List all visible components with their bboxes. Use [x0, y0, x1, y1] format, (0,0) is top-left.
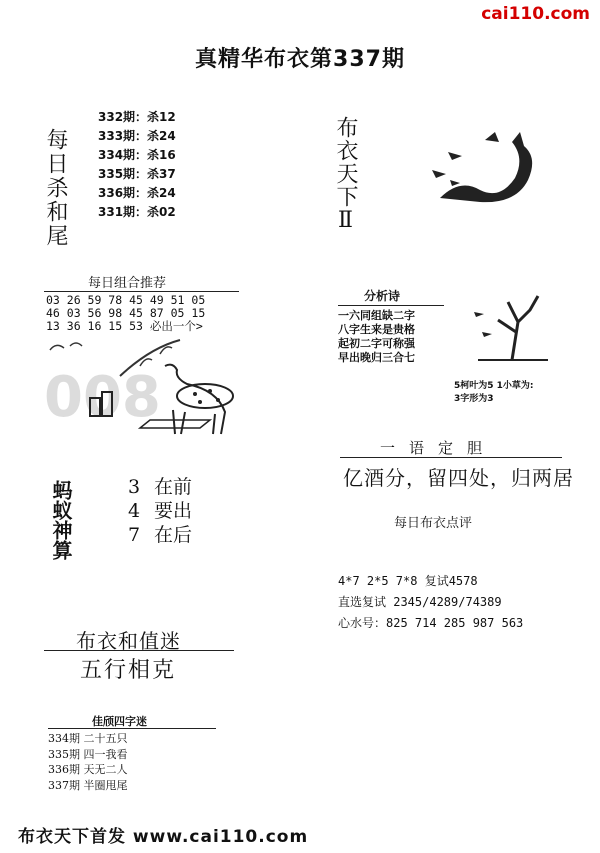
divider — [340, 457, 562, 458]
divider — [44, 291, 239, 292]
list-item: 337期 半圈甩尾 — [48, 778, 128, 792]
ant-number: 3 — [128, 476, 141, 498]
list-item: 13 36 16 15 53 必出一个> — [46, 319, 203, 333]
analysis-hint: 5柯叶为5 1小草为: — [454, 381, 534, 391]
divider — [44, 650, 234, 651]
buyi-label: 布衣天下Ⅱ — [333, 116, 358, 234]
list-item: 335期：杀37 — [98, 167, 176, 181]
ant-label: 蚂蚁神算 — [49, 480, 73, 560]
list-item: 335期 四一我看 — [48, 747, 128, 761]
list-item: 早出晚归三合七 — [338, 351, 415, 364]
comment-line: 4*7 2*5 7*8 复试4578 — [338, 574, 478, 588]
daily-kill-list — [98, 108, 176, 222]
ant-number: 7 — [128, 524, 141, 546]
ant-text: 在后 — [154, 524, 193, 546]
bird-sketch-icon — [420, 128, 550, 208]
analysis-hint: 3字形为3 — [454, 394, 494, 404]
comment-line: 直选复试 2345/4289/74389 — [338, 595, 502, 609]
hezhi-subtitle: 五行相克 — [80, 658, 177, 683]
daily-kill-label: 每日杀和尾 — [43, 128, 68, 248]
yiyu-title: 一语定胆 — [380, 439, 497, 457]
comment-title: 每日布衣点评 — [394, 516, 473, 531]
four-char-list — [48, 731, 128, 793]
site-watermark: cai110.com — [481, 4, 590, 24]
list-item: 一六同组缺二字 — [338, 309, 415, 322]
ant-text: 在前 — [154, 476, 193, 498]
page-title: 真精华布衣第337期 — [195, 47, 405, 72]
list-item: 333期：杀24 — [98, 129, 176, 143]
list-item — [128, 520, 192, 547]
list-item: 336期：杀24 — [98, 186, 176, 200]
deer-sketch-icon — [40, 336, 255, 436]
combo-title: 每日组合推荐 — [88, 276, 167, 291]
svg-text:008: 008 — [44, 365, 161, 430]
yiyu-text: 亿酒分，留四处，归两居 — [343, 466, 574, 490]
list-item: 334期 二十五只 — [48, 732, 128, 745]
tree-sketch-icon — [468, 292, 558, 364]
list-item: 起初二字可称强 — [338, 337, 415, 350]
ant-number: 4 — [128, 500, 141, 522]
list-item: 03 26 59 78 45 49 51 05 — [46, 293, 206, 307]
list-item — [128, 472, 192, 499]
footer-credit: 布衣天下首发 www.cai110.com — [18, 827, 309, 847]
hezhi-title: 布衣和值迷 — [76, 629, 181, 653]
divider — [48, 728, 216, 729]
divider — [338, 305, 444, 306]
list-item: 336期 天无二人 — [48, 763, 128, 776]
list-item: 331期：杀02 — [98, 205, 176, 219]
list-item: 46 03 56 98 45 87 05 15 — [46, 306, 206, 320]
list-item: 332期：杀12 — [98, 110, 176, 124]
list-item: 八字生来是贵格 — [338, 323, 415, 336]
four-char-title: 佳颀四字迷 — [92, 715, 147, 728]
combo-numbers — [46, 294, 205, 333]
analysis-poem — [338, 309, 415, 365]
list-item: 334期：杀16 — [98, 148, 176, 162]
ant-text: 要出 — [154, 500, 193, 522]
list-item — [128, 496, 192, 523]
analysis-title: 分析诗 — [364, 289, 401, 303]
comment-line: 心水号：825 714 285 987 563 — [338, 616, 524, 630]
